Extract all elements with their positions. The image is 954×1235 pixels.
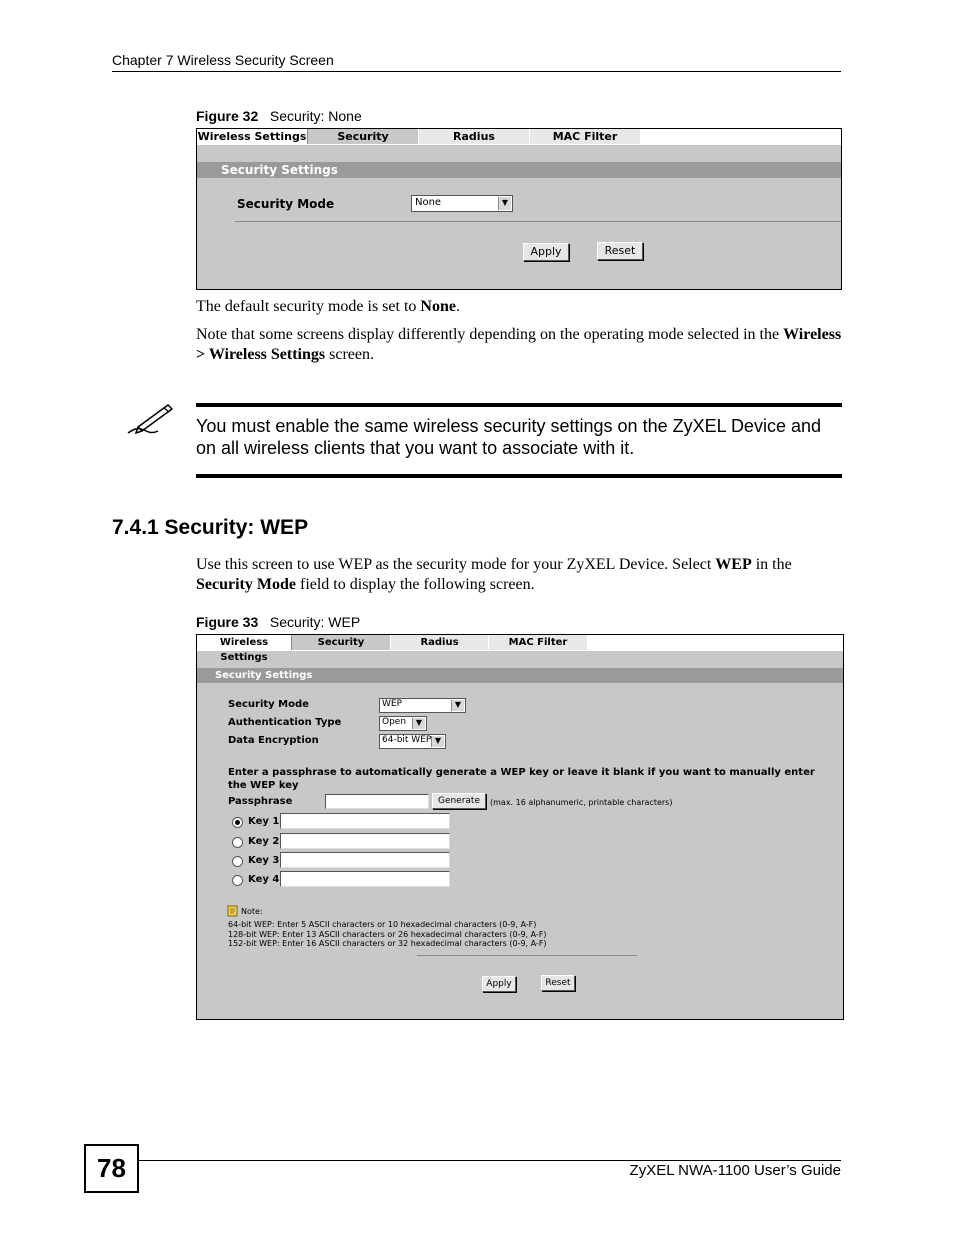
auth-type-value: Open xyxy=(382,717,407,727)
key4-radio[interactable] xyxy=(232,875,243,886)
figure-33-caption xyxy=(196,614,360,630)
key3-input[interactable] xyxy=(280,852,450,868)
note-line-64: 64-bit WEP: Enter 5 ASCII characters or 10 hexadecimal characters (0-9, A-F) xyxy=(228,920,537,929)
paragraph-operating-mode xyxy=(196,325,842,365)
chevron-down-icon: ▼ xyxy=(412,718,425,729)
note-bottom-rule xyxy=(196,474,842,478)
key1-radio[interactable] xyxy=(232,817,243,828)
key3-label: Key 3 xyxy=(248,855,280,866)
section-p-bold-mode: Security Mode xyxy=(196,576,296,593)
tab-mac-filter[interactable]: MAC Filter xyxy=(489,635,587,650)
p1-end: . xyxy=(455,298,460,315)
note-lines xyxy=(228,920,547,949)
security-mode-label: Security Mode xyxy=(228,699,309,710)
page-number: 78 xyxy=(84,1144,139,1193)
reset-button[interactable]: Reset xyxy=(597,242,643,260)
section-p-text: Use this screen to use WEP as the security mode for your ZyXEL Device. Select xyxy=(196,556,716,573)
tab-radius[interactable]: Radius xyxy=(419,129,529,144)
p2-bold: Wireless > Wireless Settings xyxy=(196,326,842,363)
note-top-rule xyxy=(196,403,842,407)
security-mode-select[interactable] xyxy=(379,698,466,713)
key2-input[interactable] xyxy=(280,833,450,849)
key4-label: Key 4 xyxy=(248,874,280,885)
section-p-bold-wep: WEP xyxy=(715,556,752,573)
tab-wireless-settings[interactable]: Wireless Settings xyxy=(197,130,307,143)
tab-mac-filter[interactable]: MAC Filter xyxy=(530,129,640,144)
key1-label: Key 1 xyxy=(248,816,280,827)
passphrase-input[interactable] xyxy=(325,794,429,809)
note-label: Note: xyxy=(241,907,263,916)
chevron-down-icon: ▼ xyxy=(431,736,444,747)
section-p-end: field to display the following screen. xyxy=(295,576,535,593)
key1-input[interactable] xyxy=(280,813,450,829)
section-title-bar: Security Settings xyxy=(197,162,841,178)
figure-32-title: Security: None xyxy=(269,108,362,124)
chevron-down-icon: ▼ xyxy=(498,197,511,210)
tab-wireless-settings[interactable]: Wireless Settings xyxy=(197,635,292,650)
divider xyxy=(235,221,841,222)
paragraph-default-mode xyxy=(196,297,842,317)
figure-33-screenshot xyxy=(196,634,844,1020)
generate-button[interactable]: Generate xyxy=(432,793,486,809)
security-mode-select[interactable] xyxy=(411,195,513,212)
auth-type-select[interactable] xyxy=(379,716,427,731)
p1-text: The default security mode is set to xyxy=(196,298,421,315)
passphrase-hint: (max. 16 alphanumeric, printable characters) xyxy=(490,798,673,807)
section-p-mid: in the xyxy=(751,556,792,573)
passphrase-instruction: Enter a passphrase to automatically generate a WEP key or leave it blank if you want to manually enter the WEP key xyxy=(228,767,815,791)
key4-input[interactable] xyxy=(280,871,450,887)
note-text: You must enable the same wireless security settings on the ZyXEL Device and on all wireless clients that you want to associate with it. xyxy=(196,416,821,458)
pen-icon xyxy=(124,403,174,437)
security-mode-label: Security Mode xyxy=(237,197,335,211)
section-paragraph xyxy=(196,555,842,595)
figure-32-caption xyxy=(196,108,362,124)
p2-text: Note that some screens display differently depending on the operating mode selected in the xyxy=(196,326,784,343)
chapter-header: Chapter 7 Wireless Security Screen xyxy=(112,52,334,68)
chevron-down-icon: ▼ xyxy=(451,700,464,711)
figure-32-label: Figure 32 xyxy=(196,108,259,124)
tab-security[interactable]: Security xyxy=(292,635,390,650)
key2-radio[interactable] xyxy=(232,837,243,848)
note-line-152: 152-bit WEP: Enter 16 ASCII characters or 32 hexadecimal characters (0-9, A-F) xyxy=(228,939,547,948)
tab-strip xyxy=(197,635,843,663)
figure-33-label: Figure 33 xyxy=(196,614,259,630)
key2-label: Key 2 xyxy=(248,836,280,847)
reset-button[interactable]: Reset xyxy=(541,975,575,991)
auth-type-label: Authentication Type xyxy=(228,717,342,728)
apply-button[interactable]: Apply xyxy=(523,243,569,261)
tab-security[interactable]: Security xyxy=(308,129,418,144)
p2-end: screen. xyxy=(325,346,374,363)
tab-strip xyxy=(197,129,841,145)
footer-guide: ZyXEL NWA-1100 User’s Guide xyxy=(629,1162,841,1179)
figure-33-title: Security: WEP xyxy=(269,614,361,630)
figure-32-screenshot xyxy=(196,128,842,290)
note-icon xyxy=(227,905,239,917)
header-rule xyxy=(112,71,841,72)
encryption-select[interactable] xyxy=(379,734,446,749)
security-mode-value: None xyxy=(415,197,442,208)
tab-radius[interactable]: Radius xyxy=(391,635,488,650)
divider xyxy=(417,955,637,956)
encryption-label: Data Encryption xyxy=(228,735,319,746)
key3-radio[interactable] xyxy=(232,856,243,867)
p1-bold: None xyxy=(420,298,456,315)
note-line-128: 128-bit WEP: Enter 13 ASCII characters or 26 hexadecimal characters (0-9, A-F) xyxy=(228,929,547,939)
encryption-value: 64-bit WEP xyxy=(382,735,432,745)
section-heading: 7.4.1 Security: WEP xyxy=(112,516,309,539)
footer-rule xyxy=(139,1160,841,1161)
apply-button[interactable]: Apply xyxy=(482,976,516,992)
passphrase-label: Passphrase xyxy=(228,796,293,807)
section-title-bar: Security Settings xyxy=(197,668,843,683)
security-mode-value: WEP xyxy=(382,699,403,709)
